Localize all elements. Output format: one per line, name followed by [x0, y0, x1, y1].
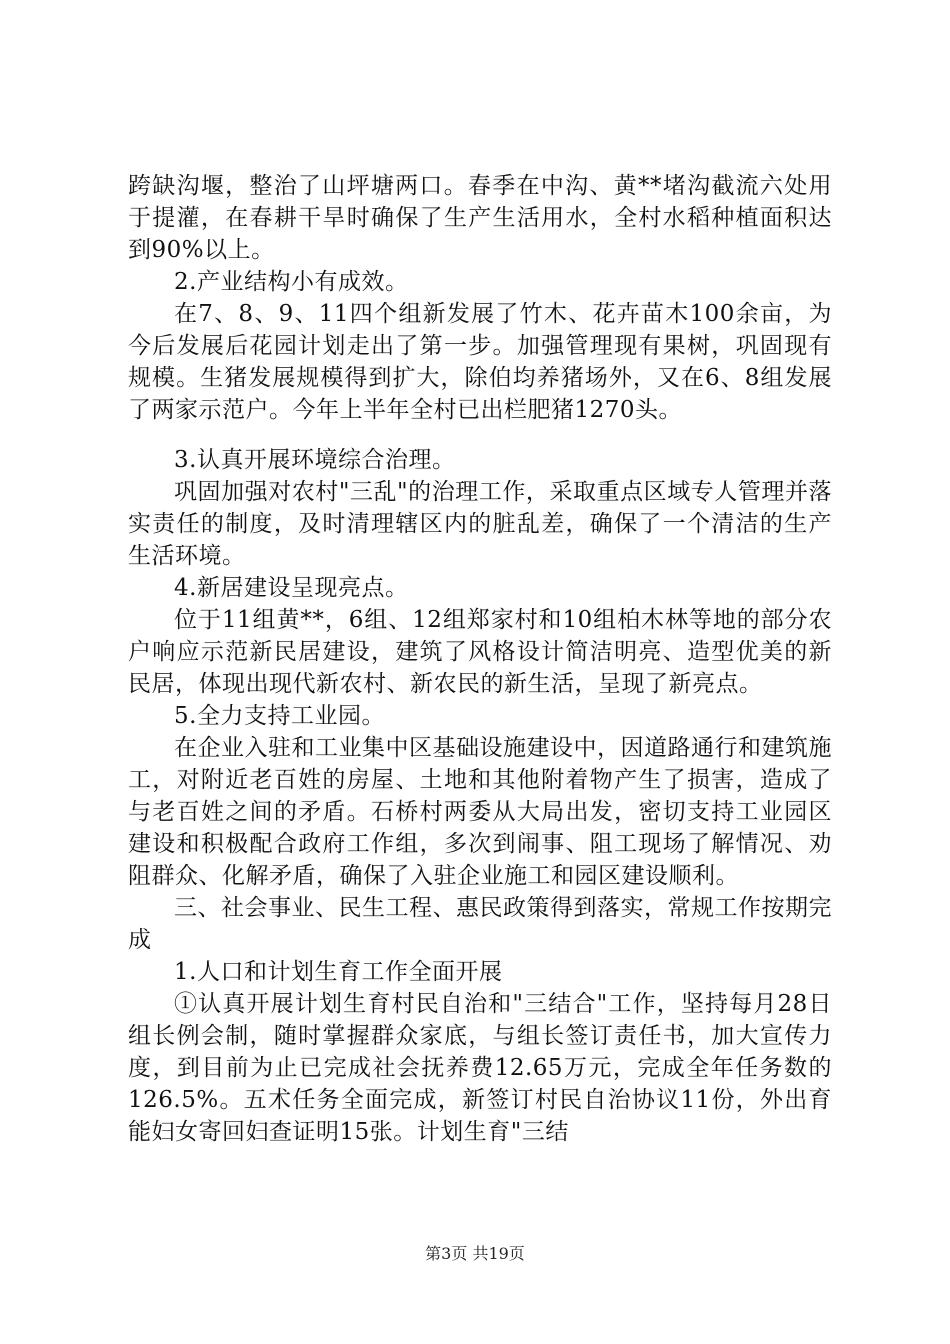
paragraph-industrial-park: 在企业入驻和工业集中区基础设施建设中，因道路通行和建筑施工，对附近老百姓的房屋、土地和其他附着物产生了损害，造成了与老百姓之间的矛盾。石桥村两委从大局出发，密切支持工业园区建设和积极配合政府工作组，多次到闹事、阻工现场了解情况、劝阻群众、化解矛盾，确保了入驻企业施工和园区建设顺利。 — [128, 735, 832, 889]
section-heading-industrial-park: 5.全力支持工业园。 — [174, 703, 385, 729]
document-body — [128, 170, 832, 1148]
page-number-footer: 第3页 共19页 — [425, 1244, 525, 1263]
paragraph-industry: 在7、8、9、11四个组新发展了竹木、花卉苗木100余亩，为今后发展后花园计划走出了第一步。加强管理现有果树，巩固现有规模。生猪发展规模得到扩大，除伯均养猪场外，又在6、8组发展了两家示范户。今年上半年全村已出栏肥猪1270头。 — [128, 301, 832, 423]
section-heading-family-planning: 1.人口和计划生育工作全面开展 — [174, 959, 503, 985]
paragraph-environment: 巩固加强对农村"三乱"的治理工作，采取重点区域专人管理并落实责任的制度，及时清理辖区内的脏乱差，确保了一个清洁的生产生活环境。 — [128, 479, 832, 569]
paragraph-family-planning: ①认真开展计划生育村民自治和"三结合"工作，坚持每月28日组长例会制，随时掌握群众家底，与组长签订责任书，加大宣传力度，到目前为止已完成社会抚养费12.65万元，完成全年任务数的126.5%。五术任务全面完成，新签订村民自治协议11份，外出育能妇女寄回妇查证明15张。计划生育"三结 — [128, 991, 832, 1145]
section-heading-environment: 3.认真开展环境综合治理。 — [174, 447, 456, 473]
section-heading-housing: 4.新居建设呈现亮点。 — [174, 575, 409, 601]
paragraph-housing: 位于11组黄**，6组、12组郑家村和10组柏木林等地的部分农户响应示范新民居建设，建筑了风格设计简洁明亮、造型优美的新民居，体现出现代新农村、新农民的新生活，呈现了新亮点。 — [128, 607, 832, 697]
paragraph-continuation: 跨缺沟堰，整治了山坪塘两口。春季在中沟、黄**堵沟截流六处用于提灌，在春耕干旱时确保了生产生活用水，全村水稻种植面积达到90%以上。 — [128, 173, 832, 263]
section-heading-social-affairs: 三、社会事业、民生工程、惠民政策得到落实，常规工作按期完成 — [128, 895, 832, 953]
section-heading-industry: 2.产业结构小有成效。 — [174, 269, 409, 295]
